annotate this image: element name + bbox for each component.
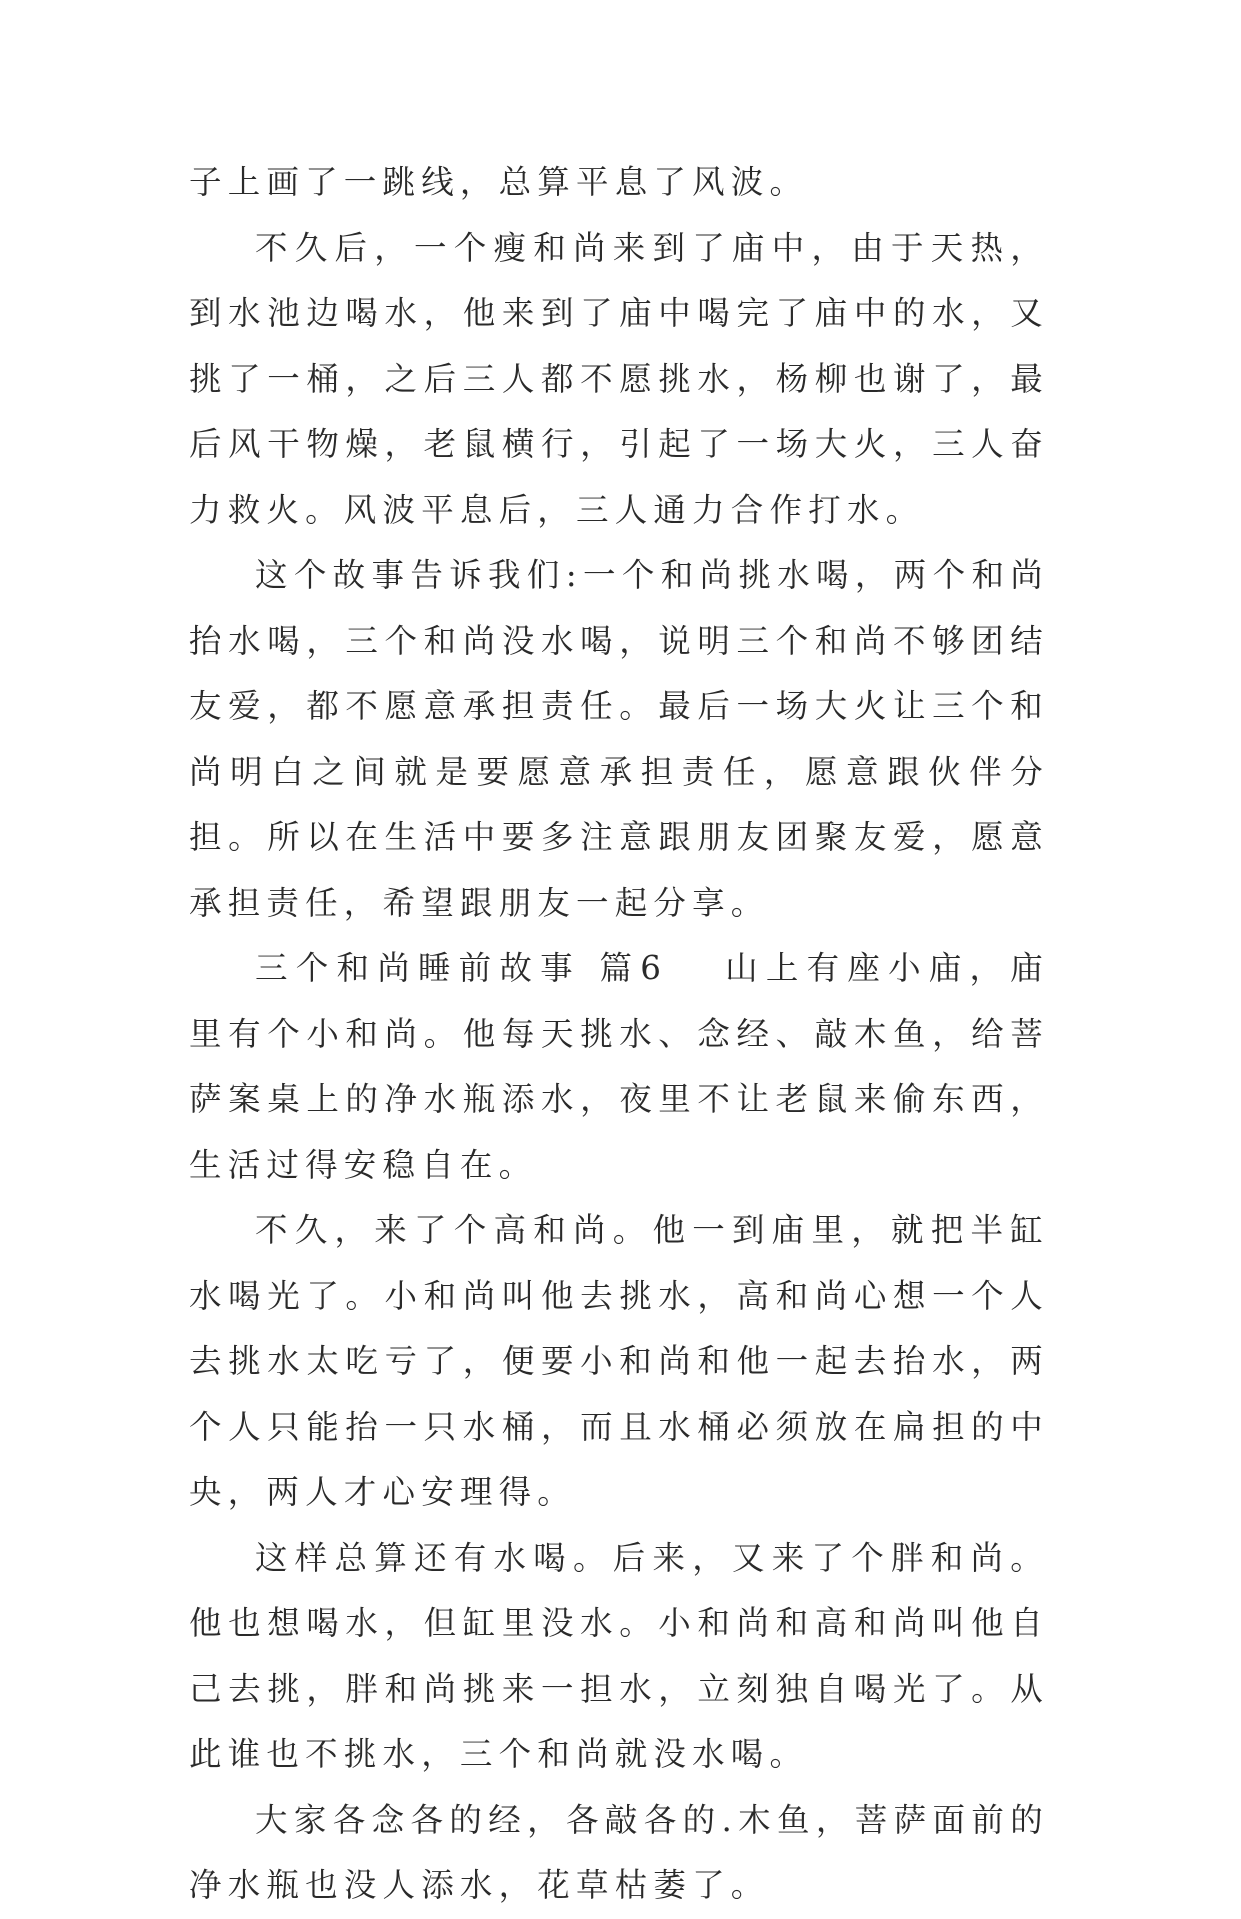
paragraph-thin-monk: 不久后，一个瘦和尚来到了庙中，由于天热，到水池边喝水，他来到了庙中喝完了庙中的水，又挑了一桶，之后三人都不愿挑水，杨柳也谢了，最后风干物燥，老鼠横行，引起了一场大火，三人奋力救火。风波平息后，三人通力合作打水。 [189,228,1049,529]
paragraph-continuation: 子上画了一跳线，总算平息了风波。 [189,163,809,201]
paragraph-withered: 大家各念各的经，各敲各的.木鱼，菩萨面前的净水瓶也没人添水，花草枯萎了。 [189,1800,1049,1904]
paragraph-tall-monk: 不久，来了个高和尚。他一到庙里，就把半缸水喝光了。小和尚叫他去挑水，高和尚心想一个人去挑水太吃亏了，便要小和尚和他一起去抬水，两个人只能抬一只水桶，而且水桶必须放在扁担的中央，两人才心安理得。 [189,1211,1049,1511]
section-opening-text: 山上有座小庙，庙里有个小和尚。他每天挑水、念经、敲木鱼，给菩萨案桌上的净水瓶添水，夜里不让老鼠来偷东西，生活过得安稳自在。 [189,949,1049,1184]
paragraph-fat-monk: 这样总算还有水喝。后来，又来了个胖和尚。他也想喝水，但缸里没水。小和尚和高和尚叫他自己去挑，胖和尚挑来一担水，立刻独自喝光了。从此谁也不挑水，三个和尚就没水喝。 [189,1538,1049,1773]
document-body [189,150,1049,1919]
section-six [189,936,1049,1198]
paragraph-moral: 这个故事告诉我们:一个和尚挑水喝，两个和尚抬水喝，三个和尚没水喝，说明三个和尚不够团结友爱，都不愿意承担责任。最后一场大火让三个和尚明白之间就是要愿意承担责任，愿意跟伙伴分担。所以在生活中要多注意跟朋友团聚友爱，愿意承担责任，希望跟朋友一起分享。 [189,556,1049,922]
section-heading: 三个和尚睡前故事 篇6 [255,949,668,987]
